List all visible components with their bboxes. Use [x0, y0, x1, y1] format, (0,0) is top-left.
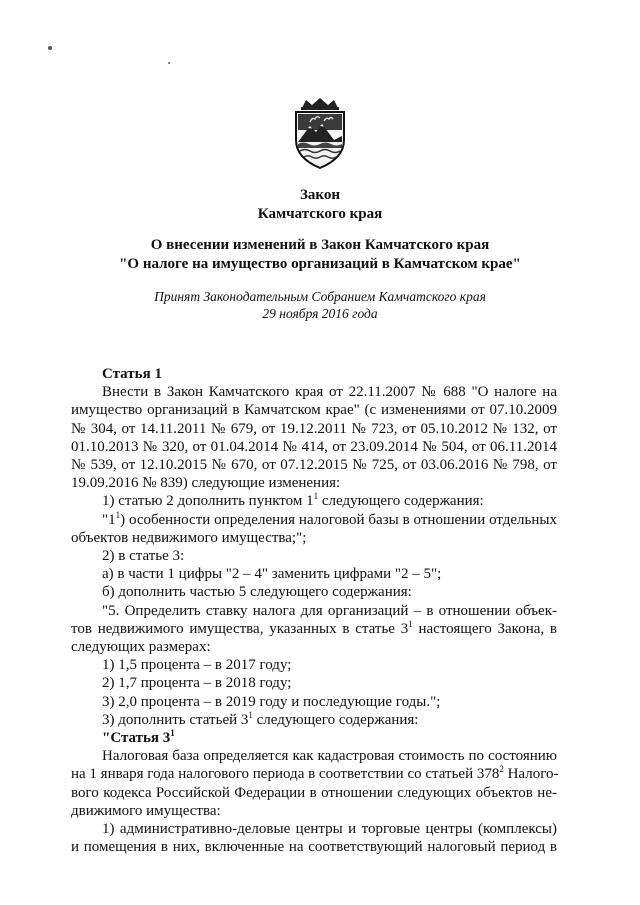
doc-type: Закон [299, 187, 340, 203]
article-body [71, 365, 557, 856]
article-heading: Статья 1 [102, 366, 162, 382]
part5-line: "5. Определить ставку налога для организаций – в отношении объек- [102, 602, 557, 619]
tax-base-line: на 1 января года налогового периода в соответствии со статьей $378^2$ Налого- [71, 764, 559, 783]
quote-line: объектов недвижимого имущества;"; [71, 529, 307, 546]
quote-line: "$1^1$) особенности определения налоговой базы в отношении отдельных [102, 509, 557, 528]
text-line: № 304, от 14.11.2011 № 679, от 19.12.2011 № 723, от 05.10.2012 № 132, от [71, 420, 557, 437]
tax-base-line: вого кодекса Российской Федерации в отношении следующих объектов не- [71, 784, 557, 801]
object-line: и помещения в них, включенные на соответствующий налоговый период в [71, 839, 557, 856]
object-line: 1) административно-деловые центры и торговые центры (комплексы) [102, 821, 557, 838]
law-subject [0, 236, 640, 274]
new-article-heading: "Статья $3^1$ [102, 728, 175, 747]
subject-line-1: О внесении изменений в Закон Камчатского края [150, 237, 490, 253]
subject-line-2: "О налоге на имущество организаций в Камчатском крае" [119, 256, 521, 272]
amendment-item-3: 3) дополнить статьей $3^1$ следующего содержания: [102, 709, 419, 728]
adoption-body: Принят Законодательным Собранием Камчатского края [154, 289, 486, 304]
rate-item: 2) 1,7 процента – в 2018 году; [102, 675, 292, 692]
scan-speck [168, 62, 170, 64]
adoption-date: 29 ноября 2016 года [262, 306, 378, 321]
text-line: имущество организаций в Камчатском крае" (с изменениями от 07.10.2009 [71, 402, 557, 419]
scan-speck [48, 46, 52, 50]
rate-item: 1) 1,5 процента – в 2017 году; [102, 657, 292, 674]
kamchatka-coat-of-arms-icon [288, 96, 352, 170]
part5-line: следующих размерах: [71, 639, 211, 656]
amendment-item-2b: б) дополнить частью 5 следующего содержания: [102, 584, 412, 601]
tax-base-line: Налоговая база определяется как кадастровая стоимость по состоянию [102, 748, 557, 765]
rate-item: 3) 2,0 процента – в 2019 году и последующие годы."; [102, 693, 441, 710]
text-line: 19.09.2016 № 839) следующие изменения: [71, 475, 341, 492]
text-line: Внести в Закон Камчатского края от 22.11.2007 № 688 "О налоге на [102, 384, 557, 401]
text-line: 01.10.2013 № 320, от 01.04.2014 № 414, от 23.09.2014 № 504, от 06.11.2014 [71, 438, 557, 455]
text-line: № 539, от 12.10.2015 № 670, от 07.12.2015 № 725, от 03.06.2016 № 798, от [71, 457, 557, 474]
region-name: Камчатского края [257, 206, 383, 222]
amendment-item-1: 1) статью 2 дополнить пунктом $1^1$ следующего содержания: [102, 491, 484, 510]
tax-base-line: движимого имущества: [71, 802, 221, 819]
amendment-item-2: 2) в статье 3: [102, 548, 185, 565]
part5-line: тов недвижимого имущества, указанных в статье $3^1$ настоящего Закона, в [71, 618, 557, 637]
amendment-item-2a: а) в части 1 цифры "2 – 4" заменить цифрами "2 – 5"; [102, 566, 442, 583]
adoption-note [0, 288, 640, 322]
law-title [0, 186, 640, 224]
